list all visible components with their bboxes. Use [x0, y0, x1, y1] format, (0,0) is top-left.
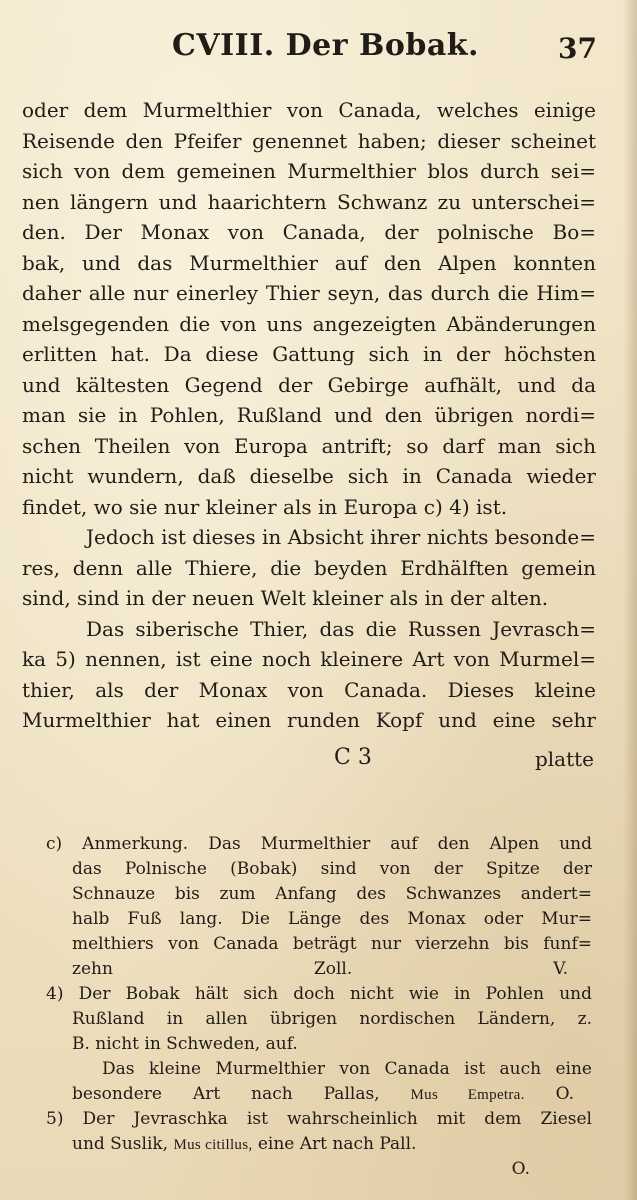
text-line: melsgegenden die von uns angezeigten Abänderungen [22, 311, 596, 336]
footnote-line [46, 1082, 592, 1107]
latin-species-name: Mus citillus, [173, 1137, 253, 1153]
main-text [22, 95, 596, 736]
text-line: erlitten hat. Da diese Gattung sich in der höchsten [22, 342, 596, 366]
text-line: daher alle nur einerley Thier seyn, das durch die Him= [22, 281, 596, 305]
footnote-line: das Polnische (Bobak) sind von der Spitze der [72, 859, 592, 879]
text-line: bak, und das Murmelthier auf den Alpen konnten [22, 250, 596, 275]
footnote-line [46, 1157, 592, 1182]
page-header [0, 28, 637, 72]
footnote-line: c) Anmerkung. Das Murmelthier auf den Alpen und [46, 834, 592, 854]
footnote-signature: O. [511, 1159, 530, 1179]
page-number: 37 [558, 32, 597, 65]
footnote-line: 5) Der Jevraschka ist wahrscheinlich mit dem Ziesel [46, 1109, 592, 1129]
text-line: Das siberische Thier, das die Russen Jevrasch= [86, 616, 596, 641]
footnote-signature: O. [555, 1084, 575, 1104]
footnote-line: Schnauze bis zum Anfang des Schwanzes andert= [72, 884, 592, 904]
text-line: schen Theilen von Europa antrift; so darf man sich [22, 433, 596, 458]
text-line: thier, als der Monax von Canada. Dieses kleine [22, 677, 596, 702]
footnotes [46, 832, 592, 1182]
footnote-line: Das kleine Murmelthier von Canada ist auch eine [102, 1059, 592, 1079]
page-footer [22, 745, 596, 777]
text-line: sich von dem gemeinen Murmelthier blos durch sei= [22, 159, 596, 183]
text-line: Reisende den Pfeifer genennet haben; dieser scheinet [22, 128, 596, 153]
footnote-text: zehn Zoll. [72, 959, 353, 979]
text-line: ka 5) nennen, ist eine noch kleinere Art von Murmel= [22, 647, 596, 671]
text-line: oder dem Murmelthier von Canada, welches einige [22, 98, 596, 122]
footnote-signature: V. [553, 959, 568, 979]
footnote-text: eine Art nach Pall. [257, 1134, 417, 1154]
text-line: und kältesten Gegend der Gebirge aufhält, und da [22, 372, 596, 397]
footnote-text: besondere Art nach Pallas, [72, 1084, 380, 1104]
footnote-line: melthiers von Canada beträgt nur vierzehn bis funf= [72, 934, 592, 954]
text-line: man sie in Pohlen, Rußland und den übrigen nordi= [22, 403, 596, 427]
text-line: nen längern und haarichtern Schwanz zu unterschei= [22, 189, 596, 214]
footnote-line: B. nicht in Schweden, auf. [72, 1034, 298, 1054]
footnote-line: halb Fuß lang. Die Länge des Monax oder Mur= [72, 909, 592, 929]
text-line: Jedoch ist dieses in Absicht ihrer nichts besonde= [86, 525, 596, 549]
latin-species-name: Mus Empetra. [410, 1087, 525, 1103]
text-line: Murmelthier hat einen runden Kopf und eine sehr [22, 708, 596, 732]
catchword: platte [534, 747, 594, 771]
footnote-text: und Suslik, [72, 1134, 169, 1154]
footnote-line: Rußland in allen übrigen nordischen Ländern, z. [72, 1009, 592, 1029]
footnote-line [46, 1132, 592, 1157]
footnote-line [46, 957, 592, 982]
text-line: den. Der Monax von Canada, der polnische Bo= [22, 220, 596, 244]
running-head: CVIII. Der Bobak. [172, 28, 480, 63]
text-line: sind, sind in der neuen Welt kleiner als in der alten. [22, 586, 549, 610]
text-line: res, denn alle Thiere, die beyden Erdhälften gemein [22, 555, 596, 580]
signature-mark: C 3 [334, 745, 372, 770]
text-line: nicht wundern, daß dieselbe sich in Canada wieder [22, 464, 596, 488]
text-line: findet, wo sie nur kleiner als in Europa c) 4) ist. [22, 494, 508, 519]
footnote-line: 4) Der Bobak hält sich doch nicht wie in Pohlen und [46, 984, 592, 1004]
page-edge-shadow [623, 0, 637, 1200]
